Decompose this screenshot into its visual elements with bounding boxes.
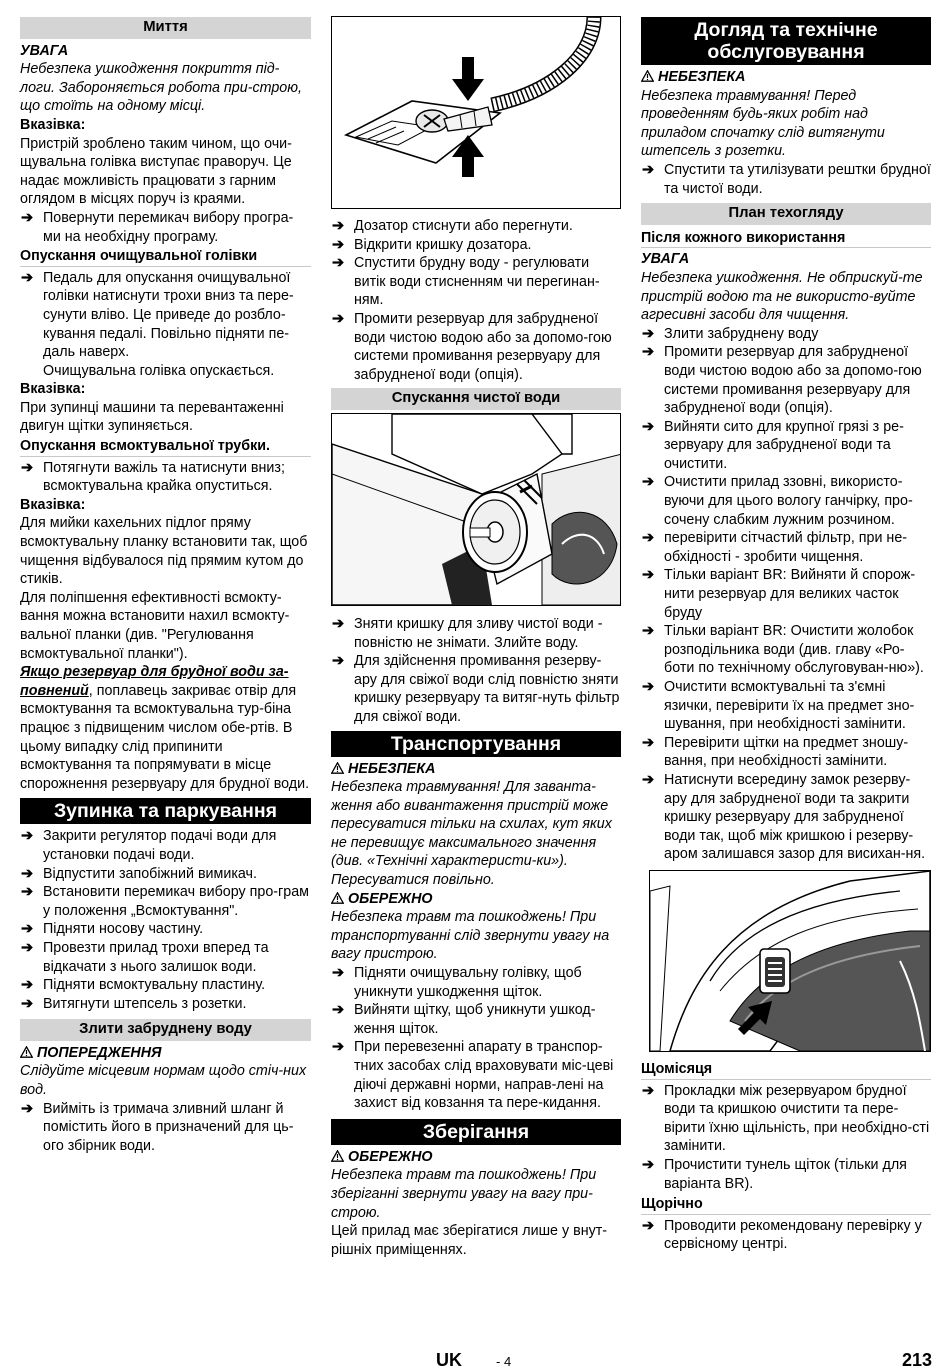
subsection-title-lower-head: Опускання очищувальної голівки xyxy=(20,247,311,267)
section-title-stop: Зупинка та паркування xyxy=(20,798,311,824)
step-list xyxy=(20,1100,311,1156)
subsection-title-lower-tube: Опускання всмоктувальної трубки. xyxy=(20,437,311,457)
note-text: При зупинці машини та перевантаженні двигун щітки зупиняється. xyxy=(20,399,284,435)
section-title-plan: План техогляду xyxy=(641,203,931,225)
figure-dosing-hose xyxy=(331,16,621,209)
list-item: ➔ Вийняти сито для крупної грязі з ре-зервуару для забрудненої води та очистити. xyxy=(641,418,931,474)
list-item: ➔ Провезти прилад трохи вперед та відкачати з нього залишок води. xyxy=(20,939,311,976)
list-item: ➔ Перевірити щітки на предмет зношу-вання, при необхідності замінити. xyxy=(641,734,931,771)
section-title-drain-dirty: Злити забруднену воду xyxy=(20,1019,311,1041)
step-list xyxy=(20,209,311,246)
list-item: ➔ При перевезенні апарату в транспор-тних засобах слід враховувати міс-цеві діючі державні норми, направ-лені на захист від ковзання та пере-кидання. xyxy=(331,1038,621,1112)
danger-label xyxy=(641,68,931,87)
caution-label xyxy=(331,1148,621,1167)
full-tank-emphasis: Якщо резервуар для брудної води за-повнений xyxy=(20,664,289,699)
danger-label xyxy=(331,760,621,779)
list-item: ➔ Промити резервуар для забрудненої води чистою водою або за допомо-гою системи промивання резервуару для забрудненої води (опція). xyxy=(641,343,931,417)
figure-tank-lock xyxy=(649,870,931,1052)
list-item: ➔ Витягнути штепсель з розетки. xyxy=(20,995,311,1014)
list-item: ➔ Спустити та утилізувати рештки брудної та чистої води. xyxy=(641,161,931,198)
stop-steps-list xyxy=(20,827,311,1013)
storage-text: Цей прилад має зберігатися лише у внут-рішніх приміщеннях. xyxy=(331,1223,608,1258)
step-list xyxy=(20,459,311,496)
warning-triangle-icon xyxy=(641,70,654,82)
danger-text: Небезпека травмування! Перед проведенням будь-яких робіт над приладом спочатку слід витягнути штепсель з розетки. xyxy=(641,87,885,160)
warning-text: Небезпека ушкодження покриття під-логи. Забороняється робота при-строю, що стоїть на одному місці. xyxy=(20,61,302,115)
danger-label-text: НЕБЕЗПЕКА xyxy=(658,69,746,85)
after-use-steps-list xyxy=(641,325,931,864)
dirty-water-steps-list xyxy=(331,217,621,384)
list-item: ➔ Тільки варіант BR: Очистити жолобок розподільника води (див. главу «Ро-боти по технічному обслуговуван-ню»). xyxy=(641,622,931,678)
subsection-title-after-use: Після кожного використання xyxy=(641,229,931,249)
list-item: ➔ Прочистити тунель щіток (тільки для варіанта BR). xyxy=(641,1156,931,1193)
note-label: Вказівка: xyxy=(20,496,86,513)
caution-text: Небезпека травм та пошкоджень! При зберіганні звернути увагу на вагу при-строю. xyxy=(331,1167,597,1221)
list-item: ➔ Підняти носову частину. xyxy=(20,920,311,939)
step-result: Очищувальна голівка опускається. xyxy=(43,362,275,379)
step-list xyxy=(20,269,311,362)
list-item: ➔ Очистити прилад ззовні, використо-вуючи для цього вологу ганчірку, про-сочену слабким лужним розчином. xyxy=(641,473,931,529)
list-item: ➔ Педаль для опускання очищувальної голівки натиснути трохи вниз та пере-сунути вліво. Це приведе до розбло-кування педалі. Повільно підняти пе-даль наверх. xyxy=(20,269,311,362)
down-arrow-icon xyxy=(452,57,484,101)
list-item: ➔ Очистити всмоктувальні та з'ємні язички, перевірити їх на предмет зно-шування, при необхідності замінити. xyxy=(641,678,931,734)
list-item: ➔ Потягнути важіль та натиснути вниз; всмоктувальна крайка опуститься. xyxy=(20,459,311,496)
footer-page-number: 213 xyxy=(902,1350,933,1370)
list-item: ➔ Підняти очищувальну голівку, щоб уникнути ушкодження щіток. xyxy=(331,964,621,1001)
list-item: ➔ Вийміть із тримача зливний шланг й помістить його в призначений для ць-ого збірник води. xyxy=(20,1100,311,1156)
subsection-title-yearly: Щорічно xyxy=(641,1195,931,1215)
list-item: ➔ Підняти всмоктувальну пластину. xyxy=(20,976,311,995)
list-item: ➔ Спустити брудну воду - регулювати витік води стисненням чи перегинан-ням. xyxy=(331,254,621,310)
list-item: ➔ Промити резервуар для забрудненої води чистою водою або за допомо-гою системи промивання резервуару для забрудненої води (опція). xyxy=(331,310,621,384)
column-right xyxy=(641,16,931,1254)
caution-text: Небезпека травм та пошкоджень! При транспортуванні слід звернути увагу на вагу пристрою. xyxy=(331,909,610,963)
list-item: ➔ Закрити регулятор подачі води для установки подачі води. xyxy=(20,827,311,864)
subsection-title-monthly: Щомісяця xyxy=(641,1060,931,1080)
list-item: ➔ Натиснути всередину замок резерву-ару для забрудненої води та закрити кришку резервуару для забрудненої води так, щоб між кришкою і резерву-аром залишався зазор для висихан-ня. xyxy=(641,771,931,864)
warning-label xyxy=(20,1044,311,1063)
note-label: Вказівка: xyxy=(20,116,86,133)
list-item: ➔ Тільки варіант BR: Вийняти й спорож-нити резервуар для великих часток бруду xyxy=(641,566,931,622)
warning-triangle-icon xyxy=(20,1046,33,1058)
caution-label-text: ОБЕРЕЖНО xyxy=(348,890,433,907)
section-title-transport: Транспортування xyxy=(331,731,621,757)
list-item: ➔ перевірити сітчастий фільтр, при не-обхідності - зробити чищення. xyxy=(641,529,931,566)
column-middle xyxy=(331,16,621,1259)
list-item: ➔ Відпустити запобіжний вимикач. xyxy=(20,865,311,884)
figure-clean-water-cap xyxy=(331,413,621,606)
warning-label-text: ПОПЕРЕДЖЕННЯ xyxy=(37,1044,162,1061)
footer-language: UK xyxy=(436,1350,462,1370)
warning-triangle-icon xyxy=(331,762,344,774)
danger-label-text: НЕБЕЗПЕКА xyxy=(348,760,436,777)
list-item: ➔ Прокладки між резервуаром брудної води та кришкою очистити та пере-вірити їхню щільність, при необхідно-сті замінити. xyxy=(641,1082,931,1156)
clean-water-cap-illustration xyxy=(332,414,621,605)
warning-label: УВАГА xyxy=(20,42,69,59)
list-item: ➔ Дозатор стиснути або перегнути. xyxy=(331,217,621,236)
dosing-hose-illustration xyxy=(332,17,621,208)
note-text: Пристрій зроблено таким чином, що очи-щувальна голівка виступає праворуч. Це надає можливість працювати з гарним оглядом в місцях поруч із краями. xyxy=(20,135,292,208)
list-item: ➔ Проводити рекомендовану перевірку у сервісному центрі. xyxy=(641,1217,931,1254)
tank-lock-illustration xyxy=(650,871,930,1051)
column-left xyxy=(20,16,311,1155)
list-item: ➔ Вийняти щітку, щоб уникнути ушкод-ження щіток. xyxy=(331,1001,621,1038)
caution-label xyxy=(331,890,621,909)
monthly-steps-list xyxy=(641,1082,931,1194)
list-item: ➔ Для здійснення промивання резерву-ару для свіжої води слід повністю зняти кришку резервуару та витяг-нуть фільтр для свіжої води. xyxy=(331,652,621,726)
list-item: ➔ Відкрити кришку дозатора. xyxy=(331,236,621,255)
full-tank-paragraph xyxy=(20,663,311,793)
warning-triangle-icon xyxy=(331,1150,344,1162)
section-title-storage: Зберігання xyxy=(331,1119,621,1145)
note-label: Вказівка: xyxy=(20,381,86,398)
caution-label-text: ОБЕРЕЖНО xyxy=(348,1148,433,1165)
danger-text: Небезпека травмування! Для заванта-ження або вивантаження пристрій може пересуватися тільки на схилах, кут яких не перевищує максимального значення (див. «Технічні характеристи-ки»). Пересуватися повільно. xyxy=(331,779,612,889)
step-list xyxy=(641,161,931,198)
list-item: ➔ Встановити перемикач вибору про-грам у положення „Всмоктування". xyxy=(20,883,311,920)
section-title-care: Догляд та технічне обслуговування xyxy=(641,17,931,65)
list-item: ➔ Повернути перемикач вибору програ-ми на необхідну програму. xyxy=(20,209,311,246)
warning-text: Слідуйте місцевим нормам щодо стіч-них вод. xyxy=(20,1063,307,1099)
transport-steps-list xyxy=(331,964,621,1113)
warning-label: УВАГА xyxy=(641,251,690,268)
note-text: Для мийки кахельних підлог пряму всмоктувальну планку встановити так, щоб чищення відбувалося під прямим кутом до стиків. xyxy=(20,515,308,588)
clean-water-steps-list xyxy=(331,615,621,727)
section-title-drain-clean: Спускання чистої води xyxy=(331,388,621,410)
footer-section-text: - 4 xyxy=(496,1354,512,1369)
warning-text: Небезпека ушкодження. Не обприскуй-те пристрій водою та не використо-вуйте агресивні засоби для чищення. xyxy=(641,269,923,324)
yearly-steps-list xyxy=(641,1217,931,1254)
list-item: ➔ Зняти кришку для зливу чистої води - повністю не знімати. Злийте воду. xyxy=(331,615,621,652)
full-tank-text: , поплавець закриває отвір для всмоктування та всмоктувальна тур-біна працює з підвищеним числом обе-ртів. В цьому випадку слід припинити всмоктування та попрямувати в місце спорожнення резервуару для брудної води. xyxy=(20,682,310,792)
note-text: Для поліпшення ефективності всмокту-вання можна встановити нахил всмокту-вальної планки (див. "Регулювання всмоктувальної планки"). xyxy=(20,589,290,662)
list-item: ➔ Злити забруднену воду xyxy=(641,325,931,344)
warning-triangle-icon xyxy=(331,892,344,904)
section-title-washing: Миття xyxy=(20,17,311,39)
